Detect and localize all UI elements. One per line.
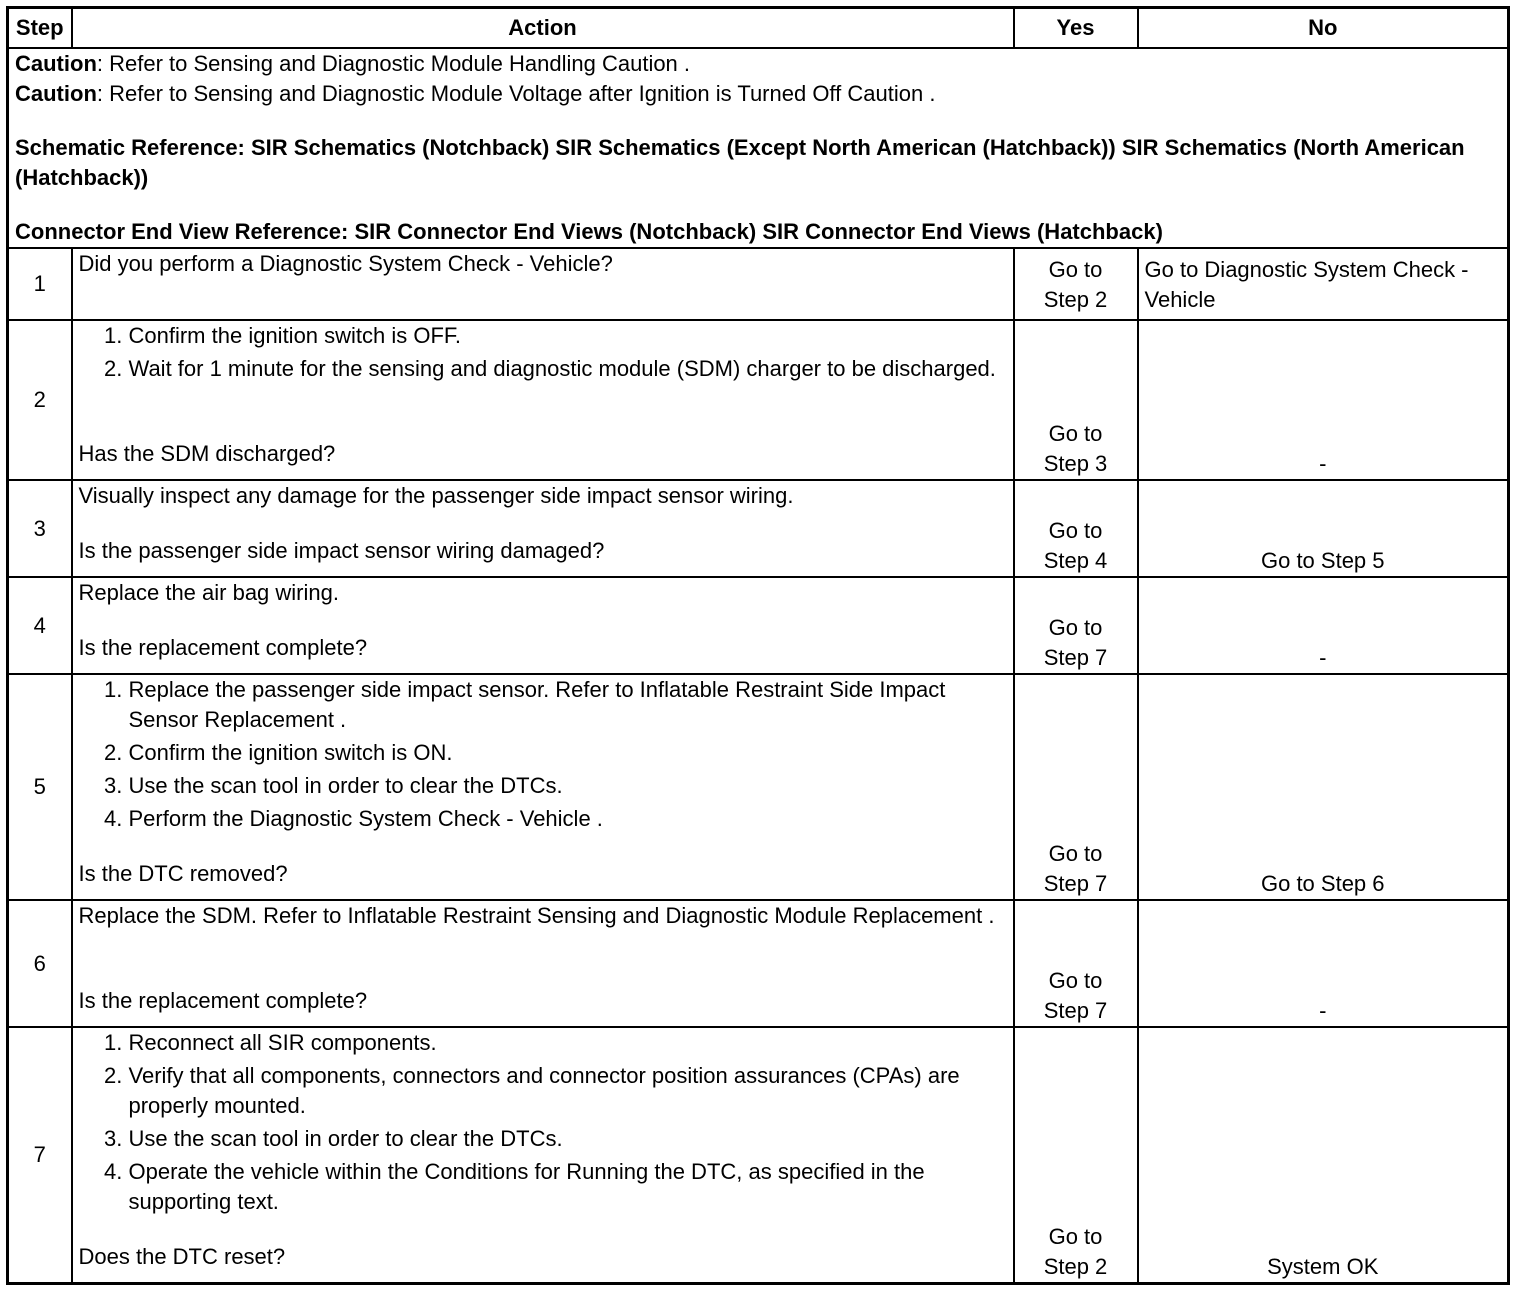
- no-column-header: No: [1138, 8, 1509, 49]
- step-row: [8, 320, 1509, 480]
- caution-line: [15, 49, 1501, 79]
- yes-result: Go to Step 4: [1014, 480, 1138, 577]
- yes-result: Go to Step 3: [1014, 320, 1138, 480]
- yes-result: Go to Step 2: [1014, 248, 1138, 320]
- caution-label: Caution: [15, 81, 97, 106]
- step-row: [8, 900, 1509, 1027]
- step-row: [8, 248, 1509, 320]
- no-result: Go to Step 6: [1138, 674, 1509, 900]
- action-list-item: 2. Confirm the ignition switch is ON.: [129, 738, 1007, 768]
- yes-result: Go to Step 7: [1014, 674, 1138, 900]
- no-result: Go to Diagnostic System Check - Vehicle: [1138, 248, 1509, 320]
- step-number: 2: [8, 320, 72, 480]
- caution-text: : Refer to Sensing and Diagnostic Module Handling Caution .: [96, 51, 691, 76]
- step-action: [72, 577, 1014, 674]
- no-result: -: [1138, 320, 1509, 480]
- action-list-item: 1. Replace the passenger side impact sensor. Refer to Inflatable Restraint Side Impact Sensor Replacement .: [129, 675, 1007, 735]
- connector-reference: Connector End View Reference: SIR Connector End Views (Notchback) SIR Connector End Views (Hatchback): [15, 219, 1163, 244]
- step-number: 4: [8, 577, 72, 674]
- action-list-item: 2. Verify that all components, connectors and connector position assurances (CPAs) are properly mounted.: [129, 1061, 1007, 1121]
- yes-result: Go to Step 7: [1014, 900, 1138, 1027]
- schematic-reference: Schematic Reference: SIR Schematics (Notchback) SIR Schematics (Except North American (Hatchback)) SIR Schematics (North American (Hatchback)): [15, 135, 1465, 190]
- action-question: Is the DTC removed?: [78, 861, 288, 886]
- step-row: [8, 480, 1509, 577]
- step-number: 5: [8, 674, 72, 900]
- action-column-header: Action: [72, 8, 1014, 49]
- caution-text: : Refer to Sensing and Diagnostic Module Voltage after Ignition is Turned Off Caution .: [96, 81, 936, 106]
- action-steps-list: [79, 1028, 1007, 1217]
- step-column-header: Step: [8, 8, 72, 49]
- step-action: [72, 674, 1014, 900]
- action-list-item: 1. Confirm the ignition switch is OFF.: [129, 321, 1007, 351]
- action-question: Is the replacement complete?: [78, 635, 368, 660]
- action-steps-list: [79, 321, 1007, 384]
- action-list-item: 3. Use the scan tool in order to clear the DTCs.: [129, 771, 1007, 801]
- no-result: System OK: [1138, 1027, 1509, 1283]
- action-text: Did you perform a Diagnostic System Check - Vehicle?: [78, 251, 613, 276]
- step-action: [72, 900, 1014, 1027]
- header-row: [8, 8, 1509, 49]
- step-number: 7: [8, 1027, 72, 1283]
- action-list-item: 4. Perform the Diagnostic System Check - Vehicle .: [129, 804, 1007, 834]
- action-text: Replace the air bag wiring.: [78, 580, 339, 605]
- caution-label: Caution: [15, 51, 97, 76]
- action-question: Does the DTC reset?: [78, 1244, 286, 1269]
- notes-cell: [8, 48, 1509, 248]
- action-question: Is the replacement complete?: [78, 988, 368, 1013]
- action-list-item: 3. Use the scan tool in order to clear the DTCs.: [129, 1124, 1007, 1154]
- yes-column-header: Yes: [1014, 8, 1138, 49]
- yes-result: Go to Step 2: [1014, 1027, 1138, 1283]
- step-action: [72, 320, 1014, 480]
- step-action: [72, 480, 1014, 577]
- caution-line: [15, 79, 1501, 109]
- step-row: [8, 577, 1509, 674]
- action-question: Has the SDM discharged?: [78, 441, 336, 466]
- no-result: -: [1138, 577, 1509, 674]
- step-action: [72, 248, 1014, 320]
- step-number: 6: [8, 900, 72, 1027]
- no-result: Go to Step 5: [1138, 480, 1509, 577]
- action-list-item: 2. Wait for 1 minute for the sensing and diagnostic module (SDM) charger to be discharged.: [129, 354, 1007, 384]
- step-number: 3: [8, 480, 72, 577]
- action-list-item: 1. Reconnect all SIR components.: [129, 1028, 1007, 1058]
- no-result: -: [1138, 900, 1509, 1027]
- action-text: Replace the SDM. Refer to Inflatable Restraint Sensing and Diagnostic Module Replacement .: [78, 903, 995, 928]
- action-list-item: 4. Operate the vehicle within the Conditions for Running the DTC, as specified in the supporting text.: [129, 1157, 1007, 1217]
- step-action: [72, 1027, 1014, 1283]
- action-question: Is the passenger side impact sensor wiring damaged?: [78, 538, 605, 563]
- yes-result: Go to Step 7: [1014, 577, 1138, 674]
- step-row: [8, 1027, 1509, 1283]
- notes-row: [8, 48, 1509, 248]
- action-text: Visually inspect any damage for the passenger side impact sensor wiring.: [78, 483, 794, 508]
- step-row: [8, 674, 1509, 900]
- step-number: 1: [8, 248, 72, 320]
- diagnostic-table: [6, 6, 1510, 1285]
- action-steps-list: [79, 675, 1007, 834]
